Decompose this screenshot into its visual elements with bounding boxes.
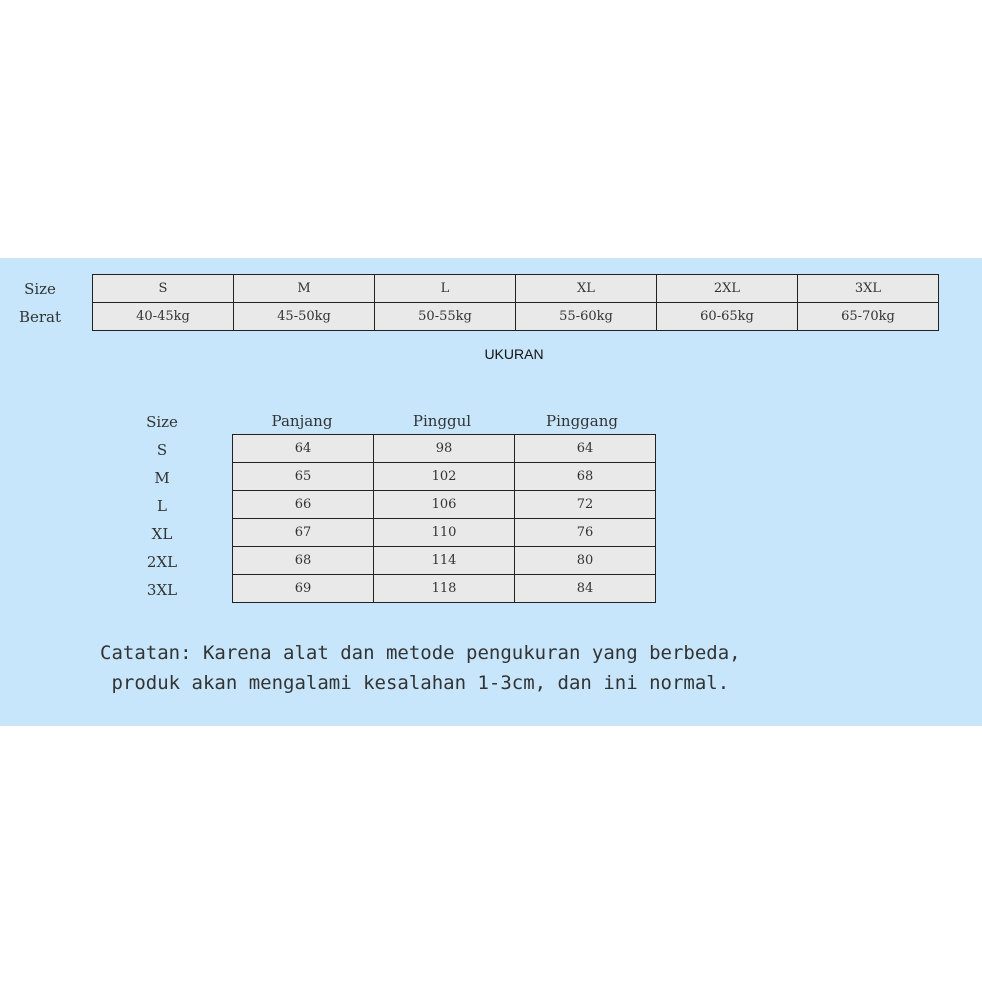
measure-cell: 67 [233,519,374,547]
measurement-table [232,434,656,603]
size-row-label: Size [24,280,56,298]
measure-cell: 76 [515,519,656,547]
table-row [233,491,656,519]
weight-row-label: Berat [18,308,62,326]
column-header-panjang: Panjang [271,412,333,430]
table-row [93,303,939,331]
measure-cell: 72 [515,491,656,519]
weight-cell: 40-45kg [93,303,234,331]
table-row [233,547,656,575]
table-row [233,575,656,603]
measure-cell: 98 [374,435,515,463]
weight-cell: 50-55kg [375,303,516,331]
table-row [93,275,939,303]
measure-cell: 110 [374,519,515,547]
section-title: UKURAN [484,346,544,362]
size-cell: XL [516,275,657,303]
measure-cell: 106 [374,491,515,519]
measure-cell: 84 [515,575,656,603]
note-line: produk akan mengalami kesalahan 1-3cm, dan ini normal. [100,672,730,694]
size-weight-table [92,274,939,331]
measure-cell: 68 [233,547,374,575]
weight-cell: 45-50kg [234,303,375,331]
measure-cell: 66 [233,491,374,519]
table-row [233,435,656,463]
note-line: Catatan: Karena alat dan metode pengukuran yang berbeda, [100,642,741,664]
size-label: 2XL [146,553,178,571]
measure-cell: 64 [233,435,374,463]
measure-cell: 102 [374,463,515,491]
size-label: XL [151,525,173,543]
size-cell: 2XL [657,275,798,303]
size-label: S [156,441,168,459]
size-label: 3XL [146,581,178,599]
weight-cell: 55-60kg [516,303,657,331]
size-cell: S [93,275,234,303]
column-header-pinggang: Pinggang [546,412,618,430]
size-label: M [154,469,170,487]
measure-cell: 69 [233,575,374,603]
size-cell: M [234,275,375,303]
weight-cell: 65-70kg [798,303,939,331]
measure-cell: 68 [515,463,656,491]
size-chart-panel [0,258,982,726]
size-cell: 3XL [798,275,939,303]
size-cell: L [375,275,516,303]
measure-cell: 114 [374,547,515,575]
weight-cell: 60-65kg [657,303,798,331]
size-column-header: Size [146,413,178,431]
size-label: L [157,497,167,515]
measurement-note [100,638,860,698]
measure-cell: 118 [374,575,515,603]
measure-cell: 65 [233,463,374,491]
table-row [233,519,656,547]
table-row [233,463,656,491]
measure-cell: 80 [515,547,656,575]
measure-cell: 64 [515,435,656,463]
column-header-pinggul: Pinggul [412,412,472,430]
